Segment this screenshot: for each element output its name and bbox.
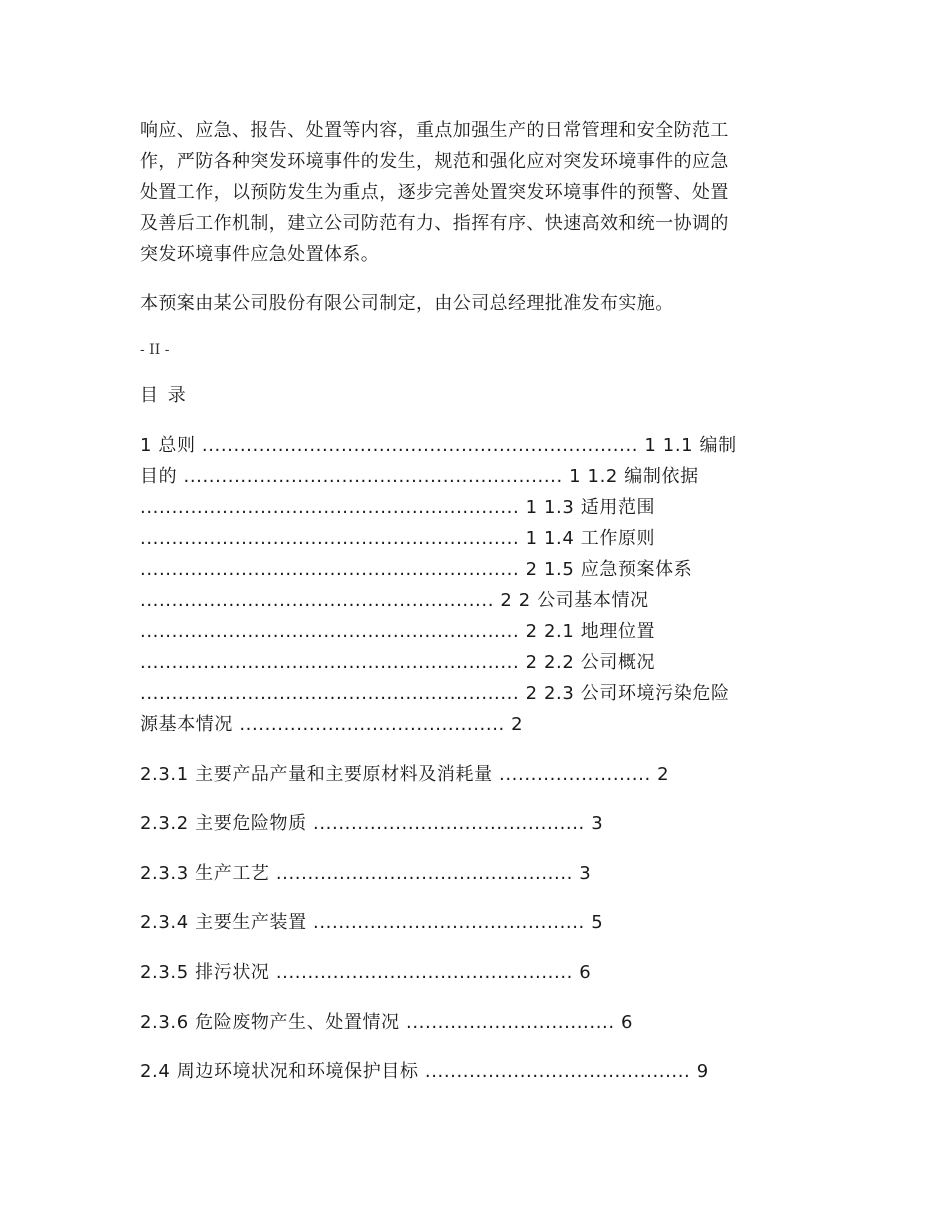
intro-paragraph bbox=[140, 115, 812, 270]
intro-line: 作，严防各种突发环境事件的发生，规范和强化应对突发环境事件的应急 bbox=[140, 151, 729, 172]
intro-line: 处置工作，以预防发生为重点，逐步完善处置突发环境事件的预警、处置 bbox=[140, 182, 729, 203]
toc-line[interactable]: 目的 ............................................................ 1 1.2 编制依据 bbox=[140, 466, 699, 487]
toc-entry-2-3-1[interactable]: 2.3.1 主要产品产量和主要原材料及消耗量 ........................ 2 bbox=[140, 764, 670, 785]
toc-line[interactable]: ............................................................ 2 2.2 公司概况 bbox=[140, 652, 656, 673]
toc-entry-2-3-3[interactable]: 2.3.3 生产工艺 ............................................... 3 bbox=[140, 863, 592, 884]
intro-line: 响应、应急、报告、处置等内容，重点加强生产的日常管理和安全防范工 bbox=[140, 120, 729, 141]
toc-line[interactable]: ........................................................ 2 2 公司基本情况 bbox=[140, 590, 649, 611]
toc-title: 目 录 bbox=[140, 385, 188, 406]
toc-block bbox=[140, 430, 812, 740]
intro-line: 突发环境事件应急处置体系。 bbox=[140, 244, 380, 265]
toc-entry-2-3-2[interactable]: 2.3.2 主要危险物质 ........................................... 3 bbox=[140, 813, 604, 834]
intro-line: 及善后工作机制，建立公司防范有力、指挥有序、快速高效和统一协调的 bbox=[140, 213, 729, 234]
toc-line[interactable]: 源基本情况 .......................................... 2 bbox=[140, 714, 524, 735]
toc-entry-2-4[interactable]: 2.4 周边环境状况和环境保护目标 .......................................... 9 bbox=[140, 1061, 709, 1082]
approval-paragraph bbox=[140, 288, 812, 319]
toc-line[interactable]: 1 总则 ..................................................................... 1 1.1 编制 bbox=[140, 435, 737, 456]
toc-entry-2-3-4[interactable]: 2.3.4 主要生产装置 ........................................... 5 bbox=[140, 912, 604, 933]
toc-entry-2-3-5[interactable]: 2.3.5 排污状况 ............................................... 6 bbox=[140, 962, 592, 983]
page-number: - II - bbox=[140, 342, 170, 358]
toc-line[interactable]: ............................................................ 2 2.3 公司环境污染危险 bbox=[140, 683, 730, 704]
approval-line: 本预案由某公司股份有限公司制定，由公司总经理批准发布实施。 bbox=[140, 293, 674, 314]
toc-entry-2-3-6[interactable]: 2.3.6 危险废物产生、处置情况 ................................. 6 bbox=[140, 1012, 634, 1033]
toc-line[interactable]: ............................................................ 2 2.1 地理位置 bbox=[140, 621, 656, 642]
toc-line[interactable]: ............................................................ 1 1.4 工作原则 bbox=[140, 528, 656, 549]
toc-line[interactable]: ............................................................ 2 1.5 应急预案体系 bbox=[140, 559, 693, 580]
toc-line[interactable]: ............................................................ 1 1.3 适用范围 bbox=[140, 497, 656, 518]
